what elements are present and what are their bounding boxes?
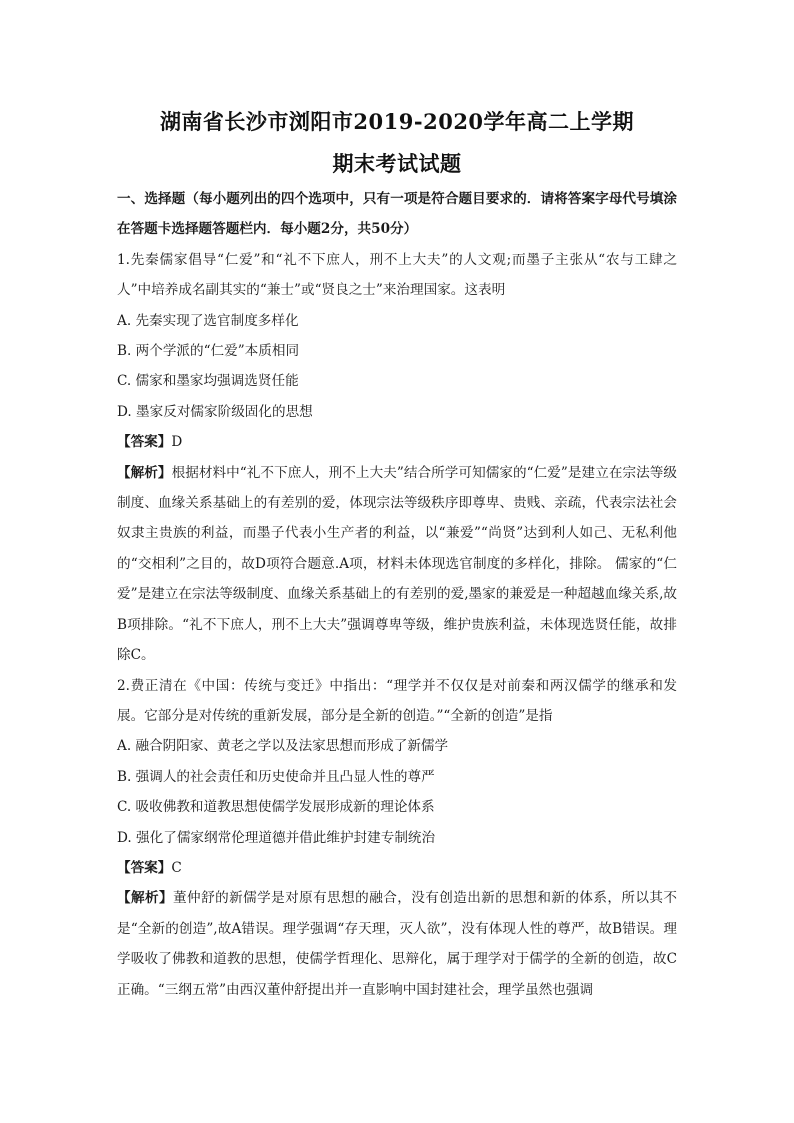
question-1-option-a: A. 先秦实现了选官制度多样化 xyxy=(117,312,299,329)
question-1-option-c: C. 儒家和墨家均强调选贤任能 xyxy=(117,373,299,390)
question-2-option-d: D. 强化了儒家纲常伦理道德并借此维护封建专制统治 xyxy=(117,829,436,846)
question-1-analysis xyxy=(117,458,677,671)
question-2-stem: 2.费正清在《中国：传统与变迁》中指出：“理学并不仅仅是对前秦和两汉儒学的继承和发展。它部分是对传统的重新发展，部分是全新的创造。”“全新的创造”是指 xyxy=(117,677,677,724)
question-2 xyxy=(117,671,677,1005)
section-heading: 一、选择题（每小题列出的四个选项中，只有一项是符合题目要求的．请将答案字母代号填涂在答题卡选择题答题栏内．每小题2分，共50分） xyxy=(117,191,677,238)
answer-value: D xyxy=(171,434,183,451)
question-2-answer xyxy=(117,853,677,883)
document-subtitle: 期末考试试题 xyxy=(332,151,462,176)
answer-value: C xyxy=(171,859,182,876)
question-1-answer xyxy=(117,427,677,457)
question-1 xyxy=(117,245,677,671)
question-1-option-d: D. 墨家反对儒家阶级固化的思想 xyxy=(117,403,313,420)
analysis-text: 董仲舒的新儒学是对原有思想的融合，没有创造出新的思想和新的体系，所以其不是“全新的创造”,故A错误。理学强调“存天理，灭人欲”，没有体现人性的尊严，故B错误。理学吸收了佛教和道教的思想，使儒学哲理化、思辩化，属于理学对于儒学的全新的创造，故C正确。“三纲五常”由西汉董仲舒提出并一直影响中国封建社会，理学虽然也强调 xyxy=(117,890,678,998)
answer-label: 【答案】 xyxy=(117,434,172,451)
question-1-option-b: B. 两个学派的“仁爱”本质相同 xyxy=(117,343,300,360)
answer-label: 【答案】 xyxy=(117,859,172,876)
question-2-option-c: C. 吸收佛教和道教思想使儒学发展形成新的理论体系 xyxy=(117,799,435,816)
question-2-option-a: A. 融合阴阳家、黄老之学以及法家思想而形成了新儒学 xyxy=(117,738,449,755)
document-body xyxy=(117,184,677,1005)
analysis-label: 【解析】 xyxy=(117,464,172,481)
question-2-option-b: B. 强调人的社会责任和历史使命并且凸显人性的尊严 xyxy=(117,768,435,785)
question-1-stem: 1.先秦儒家倡导“仁爱”和“礼不下庶人，刑不上大夫”的人文观;而墨子主张从“农与工肆之人”中培养成名副其实的“兼士”或“贤良之士”来治理国家。这表明 xyxy=(117,251,677,299)
analysis-text: 根据材料中“礼不下庶人，刑不上大夫”结合所学可知儒家的“仁爱”是建立在宗法等级制度、血缘关系基础上的有差别的爱，体现宗法等级秩序即尊卑、贵贱、亲疏，代表宗法社会奴隶主贵族的利益，而墨子代表小生产者的利益，以“兼爱”“尚贤”达到利人如己、无私利他的“交相利”之目的，故D项符合题意.A项，材料未体现选官制度的多样化，排除。 儒家的“仁爱”是建立在宗法等级制度、血缘关系基础上的有差别的爱,墨家的兼爱是一种超越血缘关系,故B项排除。“礼不下庶人，刑不上大夫”强调尊卑等级，维护贵族利益，未体现选贤任能，故排除C。 xyxy=(117,464,678,664)
document-title: 湖南省长沙市浏阳市2019-2020学年高二上学期 xyxy=(159,109,635,134)
question-2-analysis xyxy=(117,883,677,1005)
analysis-label: 【解析】 xyxy=(117,890,174,907)
